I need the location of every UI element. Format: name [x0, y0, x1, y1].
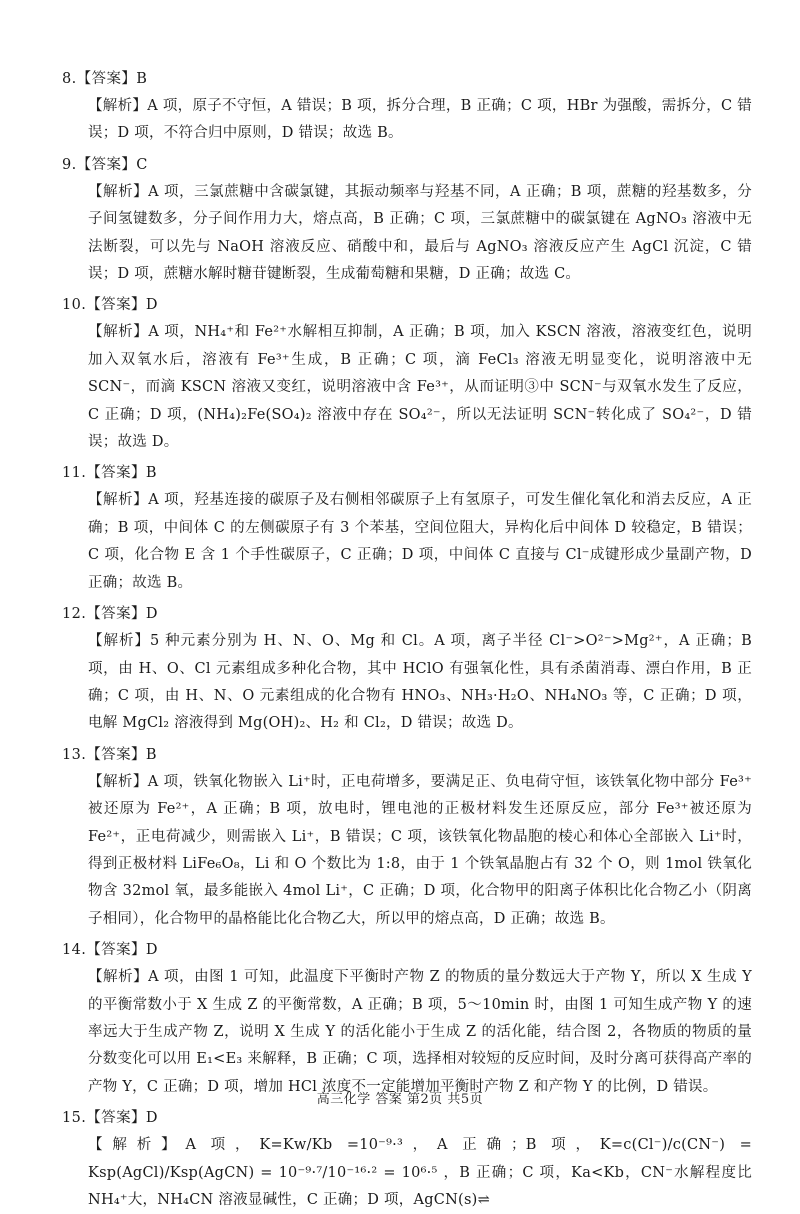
question-number: 13. — [62, 746, 87, 763]
answer-line — [62, 1104, 752, 1132]
answer-line — [62, 65, 752, 93]
analysis-text: 【解析】A 项，K=Kw/Kb =10⁻⁹·³，A 正确；B 项，K=c(Cl⁻)/c(CN⁻) = Ksp(AgCl)/Ksp(AgCN) = 10⁻⁹·⁷/10⁻¹⁶·² = 10⁶·⁵ ，B 正确；C 项，Ka<Kb，CN⁻水解程度比 NH₄⁺大，NH₄CN 溶液显碱性，C 正确；D 项，AgCN(s)⇌ — [88, 1137, 752, 1208]
analysis-text: 【解析】A 项，NH₄⁺和 Fe²⁺水解相互抑制，A 正确；B 项，加入 KSCN 溶液，溶液变红色，说明加入双氧水后，溶液有 Fe³⁺生成，B 正确；C 项，滴 FeCl₃ 溶液无明显变化，说明溶液中无 SCN⁻，而滴 KSCN 溶液又变红，说明溶液中含 Fe³⁺，从而证明③中 SCN⁻与双氧水发生了反应，C 正确；D 项，(NH₄)₂Fe(SO₄)₂ 溶液中存在 SO₄²⁻，所以无法证明 SCN⁻转化成了 SO₄²⁻，D 错误；故选 D。 — [88, 324, 752, 451]
question-number: 15. — [62, 1110, 87, 1127]
page-footer: 高三化学 答案 第2页 共5页 — [316, 1092, 484, 1107]
answer-line — [62, 741, 752, 769]
analysis-text: 【解析】A 项，铁氧化物嵌入 Li⁺时，正电荷增多，要满足正、负电荷守恒，该铁氧化物中部分 Fe³⁺被还原为 Fe²⁺，A 正确；B 项，放电时，锂电池的正极材料发生还原反应，部分 Fe³⁺被还原为 Fe²⁺，正电荷减少，则需嵌入 Li⁺，B 错误；C 项，该铁氧化物晶胞的棱心和体心全部嵌入 Li⁺时，得到正极材料 LiFe₆O₈，Li 和 O 个数比为 1:8，由于 1 个铁氧晶胞占有 32 个 O，则 1mol 铁氧化物含 32mol 氧，最多能嵌入 4mol Li⁺，C 正确；D 项，化合物甲的阳离子体积比化合物乙小（阴离子相同），化合物甲的晶格能比化合物乙大，所以甲的熔点高，D 正确；故选 B。 — [88, 773, 752, 927]
analysis-text: 【解析】A 项，由图 1 可知，此温度下平衡时产物 Z 的物质的量分数远大于产物 Y，所以 X 生成 Y 的平衡常数小于 X 生成 Z 的平衡常数，A 正确；B 项，5～10min 时，由图 1 可知生成产物 Y 的速率远大于生成产物 Z，说明 X 生成 Y 的活化能小于生成 Z 的活化能，结合图 2，各物质的物质的量分数变化可以用 E₁<E₃ 来解释，B 正确；C 项，选择相对较短的反应时间，及时分离可获得高产率的产物 Y，C 正确；D 项，增加 HCl 浓度不一定能增加平衡时产物 Z 和产物 Y 的比例，D 错误。 — [88, 969, 752, 1095]
question-number: 9. — [62, 156, 77, 173]
answer-line — [62, 291, 752, 319]
question-item — [62, 291, 752, 456]
question-number: 11. — [62, 465, 87, 482]
analysis-text: 【解析】A 项，羟基连接的碳原子及右侧相邻碳原子上有氢原子，可发生催化氧化和消去反应，A 正确；B 项，中间体 C 的左侧碳原子有 3 个苯基，空间位阻大，异构化后中间体 D 较稳定，B 错误；C 项，化合物 E 含 1 个手性碳原子，C 正确；D 项，中间体 C 直接与 Cl⁻成键形成少量副产物，D 正确；故选 B。 — [88, 492, 752, 591]
question-item — [62, 65, 752, 148]
question-item — [62, 600, 752, 738]
answer-text: 【答案】B — [86, 746, 157, 763]
answer-line — [62, 151, 752, 179]
answer-text: 【答案】D — [86, 942, 158, 959]
answer-text: 【答案】B — [76, 71, 148, 87]
answer-line — [62, 936, 752, 964]
answer-line — [62, 459, 752, 487]
analysis-text: 【解析】A 项，原子不守恒，A 错误；B 项，拆分合理，B 正确；C 项，HBr 为强酸，需拆分，C 错误；D 项，不符合归中原则，D 错误；故选 B。 — [88, 98, 752, 142]
answer-text: 【答案】C — [76, 156, 148, 173]
answer-list — [62, 62, 752, 1214]
question-item — [62, 936, 752, 1101]
question-number: 10. — [62, 297, 87, 314]
answer-text: 【答案】B — [86, 465, 157, 482]
analysis-text: 【解析】A 项，三氯蔗糖中含碳氯键，其振动频率与羟基不同，A 正确；B 项，蔗糖的羟基数多，分子间氢键数多，分子间作用力大，熔点高，B 正确；C 项，三氯蔗糖中的碳氯键在 AgNO₃ 溶液中无法断裂，可以先与 NaOH 溶液反应、硝酸中和，最后与 AgNO₃ 溶液反应产生 AgCl 沉淀，C 错误；D 项，蔗糖水解时糖苷键断裂，生成葡萄糖和果糖，D 正确；故选 C。 — [88, 183, 752, 283]
question-item — [62, 151, 752, 289]
answer-line — [62, 600, 752, 628]
answer-text: 【答案】D — [86, 606, 158, 623]
question-item — [62, 1104, 752, 1214]
question-item — [62, 741, 752, 933]
question-number: 8. — [62, 71, 77, 87]
question-item — [62, 459, 752, 597]
answer-text: 【答案】D — [86, 297, 158, 314]
answer-text: 【答案】D — [86, 1110, 158, 1127]
question-number: 12. — [62, 606, 87, 623]
analysis-text: 【解析】5 种元素分别为 H、N、O、Mg 和 Cl。A 项，离子半径 Cl⁻>O²⁻>Mg²⁺，A 正确；B 项，由 H、O、Cl 元素组成多种化合物，其中 HClO 有强氧化性，具有杀菌消毒、漂白作用，B 正确；C 项，由 H、N、O 元素组成的化合物有 HNO₃、NH₃·H₂O、NH₄NO₃ 等，C 正确；D 项，电解 MgCl₂ 溶液得到 Mg(OH)₂、H₂ 和 Cl₂，D 错误；故选 D。 — [88, 633, 752, 732]
question-number: 14. — [62, 942, 87, 959]
